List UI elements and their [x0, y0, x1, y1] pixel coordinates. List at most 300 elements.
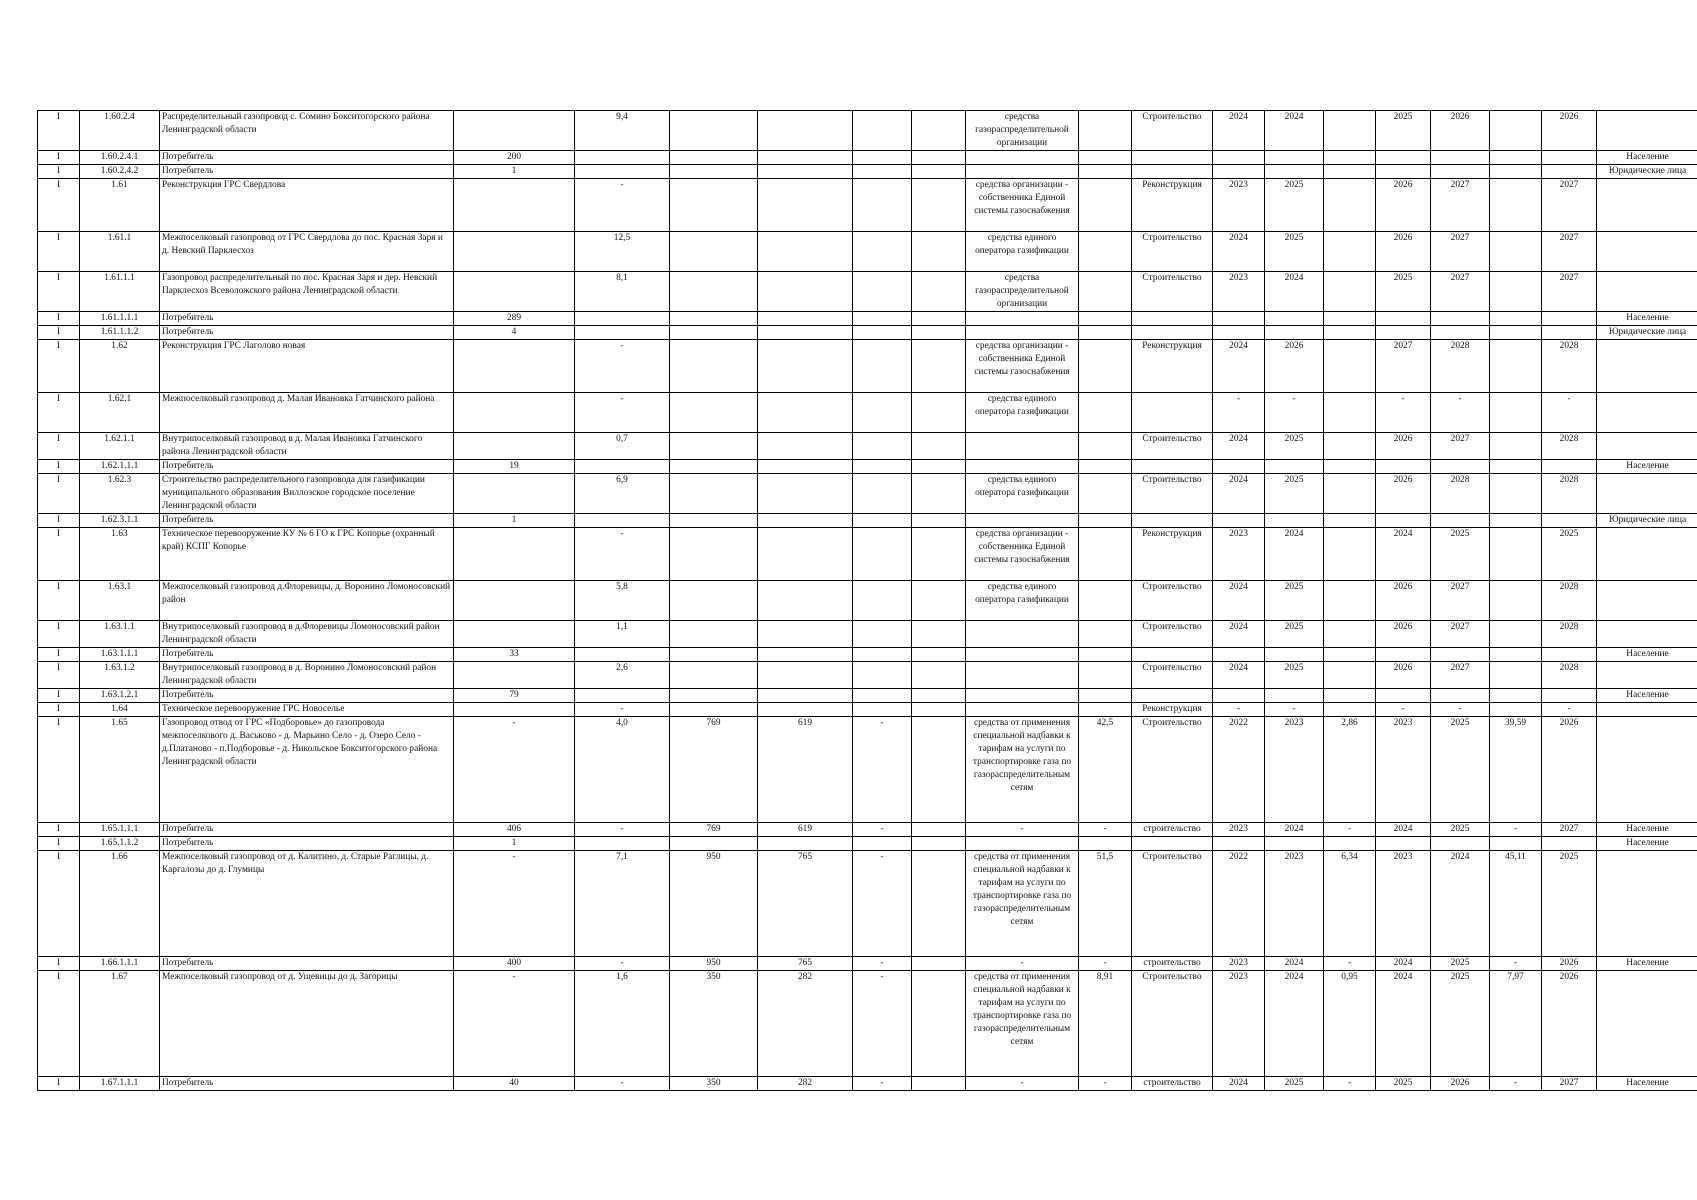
- table-cell: 2028: [1542, 581, 1597, 621]
- table-cell: I: [38, 621, 80, 648]
- table-cell: [758, 312, 853, 326]
- table-row: [38, 393, 1697, 433]
- table-cell: Газопровод распределительный по пос. Красная Заря и дер. Невский Парклесхоз Всеволожского района Ленинградской области: [160, 272, 454, 312]
- table-cell: [1132, 326, 1213, 340]
- table-cell: [1324, 340, 1376, 393]
- table-cell: Потребитель: [160, 689, 454, 703]
- table-cell: 2025: [1265, 581, 1324, 621]
- table-cell: 7,1: [575, 851, 670, 957]
- table-cell: 2025: [1431, 717, 1490, 823]
- table-cell: [1376, 312, 1431, 326]
- table-cell: Реконструкция: [1132, 703, 1213, 717]
- table-row: [38, 581, 1697, 621]
- table-cell: 619: [758, 823, 853, 837]
- table-cell: [1490, 340, 1542, 393]
- table-cell: [1542, 151, 1597, 165]
- table-cell: 2026: [1542, 957, 1597, 971]
- table-cell: [670, 621, 758, 648]
- table-cell: [758, 179, 853, 232]
- table-cell: [853, 312, 912, 326]
- table-cell: [1376, 514, 1431, 528]
- table-cell: 406: [454, 823, 575, 837]
- table-cell: 282: [758, 1077, 853, 1091]
- table-cell: 2027: [1376, 340, 1431, 393]
- table-cell: I: [38, 662, 80, 689]
- table-cell: Потребитель: [160, 460, 454, 474]
- table-cell: I: [38, 151, 80, 165]
- table-cell: [1376, 460, 1431, 474]
- table-cell: Межпоселковый газопровод от д. Калитино, д. Старые Раглицы, д. Каргалозы до д. Глумицы: [160, 851, 454, 957]
- table-cell: [758, 837, 853, 851]
- table-cell: 1.60.2.4.2: [80, 165, 160, 179]
- table-cell: [1490, 460, 1542, 474]
- table-cell: [1597, 662, 1697, 689]
- table-cell: [1597, 340, 1697, 393]
- table-cell: [853, 528, 912, 581]
- table-cell: [1376, 326, 1431, 340]
- table-cell: I: [38, 717, 80, 823]
- table-cell: -: [853, 957, 912, 971]
- table-cell: [1431, 689, 1490, 703]
- table-cell: Межпоселковый газопровод от ГРС Свердлова до пос. Красная Заря и д. Невский Парклесхоз: [160, 232, 454, 272]
- table-cell: -: [966, 823, 1079, 837]
- table-cell: I: [38, 514, 80, 528]
- table-cell: [1490, 111, 1542, 151]
- table-cell: I: [38, 232, 80, 272]
- table-cell: 2027: [1431, 662, 1490, 689]
- table-cell: -: [853, 717, 912, 823]
- table-cell: Потребитель: [160, 165, 454, 179]
- table-cell: Население: [1597, 957, 1697, 971]
- table-cell: Юридические лица: [1597, 326, 1697, 340]
- table-cell: -: [575, 179, 670, 232]
- table-cell: [1132, 689, 1213, 703]
- table-row: [38, 621, 1697, 648]
- table-cell: -: [1079, 1077, 1132, 1091]
- table-row: [38, 837, 1697, 851]
- table-cell: 2025: [1265, 1077, 1324, 1091]
- table-row: [38, 179, 1697, 232]
- table-cell: [912, 232, 966, 272]
- table-cell: [1265, 689, 1324, 703]
- table-cell: [758, 393, 853, 433]
- table-cell: [454, 703, 575, 717]
- table-cell: [966, 312, 1079, 326]
- table-cell: 2025: [1431, 528, 1490, 581]
- table-cell: I: [38, 689, 80, 703]
- table-cell: 2026: [1376, 179, 1431, 232]
- table-cell: 769: [670, 823, 758, 837]
- table-cell: 2027: [1431, 581, 1490, 621]
- table-cell: [1490, 312, 1542, 326]
- table-row: [38, 689, 1697, 703]
- table-cell: 1.62.1: [80, 393, 160, 433]
- table-cell: 2026: [1376, 474, 1431, 514]
- table-cell: 2028: [1542, 474, 1597, 514]
- table-cell: [670, 460, 758, 474]
- table-cell: средства организации - собственника Единой системы газоснабжения: [966, 340, 1079, 393]
- table-cell: [454, 581, 575, 621]
- table-cell: 2025: [1431, 957, 1490, 971]
- table-cell: [853, 179, 912, 232]
- table-cell: [853, 703, 912, 717]
- table-cell: [1265, 326, 1324, 340]
- table-cell: [1490, 648, 1542, 662]
- table-cell: [1079, 433, 1132, 460]
- table-cell: 2024: [1376, 528, 1431, 581]
- table-cell: [853, 581, 912, 621]
- table-cell: [1490, 151, 1542, 165]
- table-cell: средства единого оператора газификации: [966, 581, 1079, 621]
- table-cell: 2027: [1542, 179, 1597, 232]
- table-cell: [1213, 648, 1265, 662]
- table-cell: [1597, 232, 1697, 272]
- table-cell: [1490, 703, 1542, 717]
- table-cell: [1324, 232, 1376, 272]
- table-cell: [575, 151, 670, 165]
- table-cell: строительство: [1132, 1077, 1213, 1091]
- table-cell: Население: [1597, 312, 1697, 326]
- table-cell: [853, 621, 912, 648]
- table-cell: 2026: [1376, 621, 1431, 648]
- table-cell: 2025: [1542, 528, 1597, 581]
- table-cell: [912, 717, 966, 823]
- table-cell: [758, 340, 853, 393]
- table-cell: строительство: [1132, 823, 1213, 837]
- table-cell: [575, 648, 670, 662]
- table-cell: [1597, 393, 1697, 433]
- table-cell: [912, 621, 966, 648]
- table-cell: [1542, 460, 1597, 474]
- table-cell: 619: [758, 717, 853, 823]
- table-cell: 1.61.1.1.2: [80, 326, 160, 340]
- table-cell: [758, 703, 853, 717]
- table-cell: [1079, 703, 1132, 717]
- table-cell: 1.63.1.1.1: [80, 648, 160, 662]
- table-cell: 2024: [1265, 823, 1324, 837]
- table-cell: [1597, 621, 1697, 648]
- table-row: [38, 662, 1697, 689]
- table-cell: [966, 165, 1079, 179]
- table-cell: 2023: [1265, 717, 1324, 823]
- table-cell: [758, 474, 853, 514]
- table-cell: 1.67: [80, 971, 160, 1077]
- table-cell: [912, 433, 966, 460]
- table-cell: [1132, 460, 1213, 474]
- table-cell: [670, 514, 758, 528]
- table-cell: 2024: [1213, 111, 1265, 151]
- table-cell: 1.66.1.1.1: [80, 957, 160, 971]
- table-cell: 2026: [1431, 111, 1490, 151]
- table-cell: 289: [454, 312, 575, 326]
- table-cell: -: [575, 703, 670, 717]
- table-cell: 1.63.1.1: [80, 621, 160, 648]
- table-cell: [912, 460, 966, 474]
- table-cell: [966, 621, 1079, 648]
- table-cell: -: [1265, 703, 1324, 717]
- table-cell: [966, 648, 1079, 662]
- table-cell: [853, 460, 912, 474]
- table-cell: [454, 474, 575, 514]
- table-cell: Техническое перевооружение ГРС Новоселье: [160, 703, 454, 717]
- table-cell: 2026: [1376, 232, 1431, 272]
- table-cell: Население: [1597, 689, 1697, 703]
- table-cell: I: [38, 272, 80, 312]
- table-cell: Население: [1597, 648, 1697, 662]
- table-cell: [853, 165, 912, 179]
- table-cell: 45,11: [1490, 851, 1542, 957]
- table-cell: 1.63.1.2: [80, 662, 160, 689]
- table-row: [38, 703, 1697, 717]
- table-cell: [853, 340, 912, 393]
- table-cell: [912, 514, 966, 528]
- table-row: [38, 433, 1697, 460]
- table-cell: средства единого оператора газификации: [966, 393, 1079, 433]
- table-cell: I: [38, 851, 80, 957]
- table-cell: [1324, 581, 1376, 621]
- table-cell: [912, 272, 966, 312]
- table-cell: [670, 837, 758, 851]
- table-cell: [758, 460, 853, 474]
- table-cell: Потребитель: [160, 837, 454, 851]
- table-cell: 200: [454, 151, 575, 165]
- table-cell: 1.60.2.4: [80, 111, 160, 151]
- table-cell: [1597, 851, 1697, 957]
- table-cell: Потребитель: [160, 312, 454, 326]
- table-cell: [853, 433, 912, 460]
- table-cell: [853, 272, 912, 312]
- table-cell: [1132, 151, 1213, 165]
- table-cell: 2025: [1265, 621, 1324, 648]
- table-cell: [1265, 837, 1324, 851]
- table-cell: [1213, 312, 1265, 326]
- gasification-plan-table: [37, 110, 1697, 1091]
- table-cell: [912, 581, 966, 621]
- table-cell: -: [1213, 393, 1265, 433]
- table-cell: Техническое перевооружение КУ № 6 ГО к ГРС Копорье (охранный край) КСПГ Копорье: [160, 528, 454, 581]
- table-cell: [1079, 648, 1132, 662]
- table-cell: [575, 837, 670, 851]
- table-cell: Строительство: [1132, 621, 1213, 648]
- table-cell: [758, 272, 853, 312]
- table-cell: 2024: [1265, 111, 1324, 151]
- table-cell: [575, 514, 670, 528]
- table-cell: [758, 165, 853, 179]
- table-cell: [1324, 662, 1376, 689]
- table-cell: [758, 232, 853, 272]
- table-cell: I: [38, 648, 80, 662]
- table-cell: 1.62.1.1.1: [80, 460, 160, 474]
- table-row: [38, 528, 1697, 581]
- table-cell: 2025: [1265, 232, 1324, 272]
- table-cell: 2,6: [575, 662, 670, 689]
- table-cell: 2026: [1431, 1077, 1490, 1091]
- table-cell: [912, 165, 966, 179]
- table-cell: 2026: [1376, 581, 1431, 621]
- table-cell: -: [966, 1077, 1079, 1091]
- table-cell: Население: [1597, 1077, 1697, 1091]
- table-cell: Межпоселковый газопровод от д. Ущевицы до д. Загорицы: [160, 971, 454, 1077]
- table-cell: Строительство распределительного газопровода для газификации муниципального образования Виллозское городское поселение Ленинградской области: [160, 474, 454, 514]
- table-cell: 2024: [1265, 971, 1324, 1077]
- table-cell: 2023: [1265, 851, 1324, 957]
- table-body: [38, 111, 1697, 1091]
- table-cell: [912, 662, 966, 689]
- table-cell: Реконструкция ГРС Лаголово новая: [160, 340, 454, 393]
- table-cell: средства газораспределительной организации: [966, 272, 1079, 312]
- table-cell: Юридические лица: [1597, 165, 1697, 179]
- table-row: [38, 312, 1697, 326]
- table-cell: [670, 326, 758, 340]
- table-cell: [912, 837, 966, 851]
- table-cell: 2025: [1265, 474, 1324, 514]
- table-cell: [912, 1077, 966, 1091]
- table-cell: 2027: [1431, 272, 1490, 312]
- table-cell: [912, 111, 966, 151]
- table-cell: 4,0: [575, 717, 670, 823]
- table-cell: -: [454, 971, 575, 1077]
- table-cell: 765: [758, 957, 853, 971]
- table-cell: [1597, 474, 1697, 514]
- table-cell: [670, 528, 758, 581]
- table-cell: [1542, 514, 1597, 528]
- table-cell: [1376, 151, 1431, 165]
- table-cell: [1597, 703, 1697, 717]
- table-cell: [1324, 621, 1376, 648]
- table-cell: 6,34: [1324, 851, 1376, 957]
- table-cell: [1542, 312, 1597, 326]
- table-cell: [1132, 393, 1213, 433]
- table-cell: [575, 689, 670, 703]
- table-cell: 42,5: [1079, 717, 1132, 823]
- table-cell: -: [1542, 703, 1597, 717]
- table-cell: Население: [1597, 460, 1697, 474]
- table-cell: средства от применения специальной надбавки к тарифам на услуги по транспортировке газа по газораспределительным сетям: [966, 851, 1079, 957]
- table-cell: [1431, 648, 1490, 662]
- table-cell: [1213, 514, 1265, 528]
- table-cell: 2026: [1542, 717, 1597, 823]
- table-cell: 2026: [1376, 662, 1431, 689]
- table-cell: 2028: [1542, 662, 1597, 689]
- table-cell: [1376, 648, 1431, 662]
- table-cell: [1324, 460, 1376, 474]
- table-cell: [1265, 648, 1324, 662]
- table-cell: 2023: [1376, 717, 1431, 823]
- table-cell: [670, 581, 758, 621]
- table-cell: [1324, 703, 1376, 717]
- table-cell: [1079, 312, 1132, 326]
- table-cell: [1324, 111, 1376, 151]
- table-cell: [1597, 179, 1697, 232]
- table-cell: 950: [670, 851, 758, 957]
- table-cell: -: [853, 823, 912, 837]
- table-cell: [966, 703, 1079, 717]
- table-cell: [1079, 528, 1132, 581]
- table-cell: I: [38, 823, 80, 837]
- table-cell: 1.60.2.4.1: [80, 151, 160, 165]
- table-cell: -: [853, 971, 912, 1077]
- table-cell: 8,91: [1079, 971, 1132, 1077]
- table-cell: I: [38, 703, 80, 717]
- table-cell: [1324, 165, 1376, 179]
- table-cell: [1376, 689, 1431, 703]
- table-cell: 1.62: [80, 340, 160, 393]
- table-cell: [912, 393, 966, 433]
- table-cell: 2027: [1542, 1077, 1597, 1091]
- table-cell: [912, 689, 966, 703]
- table-cell: [758, 433, 853, 460]
- table-cell: [670, 179, 758, 232]
- table-cell: [575, 165, 670, 179]
- table-cell: 2024: [1213, 433, 1265, 460]
- table-cell: -: [1324, 1077, 1376, 1091]
- table-cell: [1490, 621, 1542, 648]
- table-cell: 2027: [1431, 433, 1490, 460]
- table-cell: [1490, 393, 1542, 433]
- table-cell: [1265, 165, 1324, 179]
- table-cell: 2,86: [1324, 717, 1376, 823]
- table-cell: -: [853, 1077, 912, 1091]
- table-cell: 2023: [1213, 528, 1265, 581]
- table-cell: [1079, 689, 1132, 703]
- table-cell: [912, 151, 966, 165]
- table-cell: [966, 326, 1079, 340]
- table-cell: [1376, 837, 1431, 851]
- table-cell: Юридические лица: [1597, 514, 1697, 528]
- table-cell: [1324, 837, 1376, 851]
- table-cell: [853, 662, 912, 689]
- table-cell: 7,97: [1490, 971, 1542, 1077]
- table-row: [38, 851, 1697, 957]
- table-cell: [912, 648, 966, 662]
- table-cell: [1431, 165, 1490, 179]
- table-cell: -: [575, 1077, 670, 1091]
- table-cell: 950: [670, 957, 758, 971]
- table-cell: [758, 111, 853, 151]
- table-cell: [758, 648, 853, 662]
- table-cell: [1324, 312, 1376, 326]
- table-cell: 1,1: [575, 621, 670, 648]
- table-cell: I: [38, 837, 80, 851]
- table-cell: [853, 326, 912, 340]
- table-cell: 1.62.1.1: [80, 433, 160, 460]
- table-cell: [1079, 340, 1132, 393]
- table-cell: [1324, 179, 1376, 232]
- table-cell: [1597, 581, 1697, 621]
- table-cell: [1265, 151, 1324, 165]
- table-cell: Реконструкция: [1132, 340, 1213, 393]
- table-cell: [1213, 326, 1265, 340]
- table-cell: 1.63: [80, 528, 160, 581]
- table-cell: [758, 581, 853, 621]
- table-cell: 2027: [1542, 823, 1597, 837]
- table-cell: [1490, 179, 1542, 232]
- table-cell: [1597, 971, 1697, 1077]
- table-cell: [670, 703, 758, 717]
- table-cell: [1542, 648, 1597, 662]
- table-cell: [912, 823, 966, 837]
- table-cell: Строительство: [1132, 474, 1213, 514]
- table-cell: 350: [670, 971, 758, 1077]
- table-cell: Строительство: [1132, 433, 1213, 460]
- table-cell: 2024: [1376, 823, 1431, 837]
- table-cell: Реконструкция: [1132, 528, 1213, 581]
- table-cell: [454, 232, 575, 272]
- table-cell: [670, 232, 758, 272]
- table-cell: 2028: [1542, 433, 1597, 460]
- table-cell: [454, 662, 575, 689]
- table-row: [38, 648, 1697, 662]
